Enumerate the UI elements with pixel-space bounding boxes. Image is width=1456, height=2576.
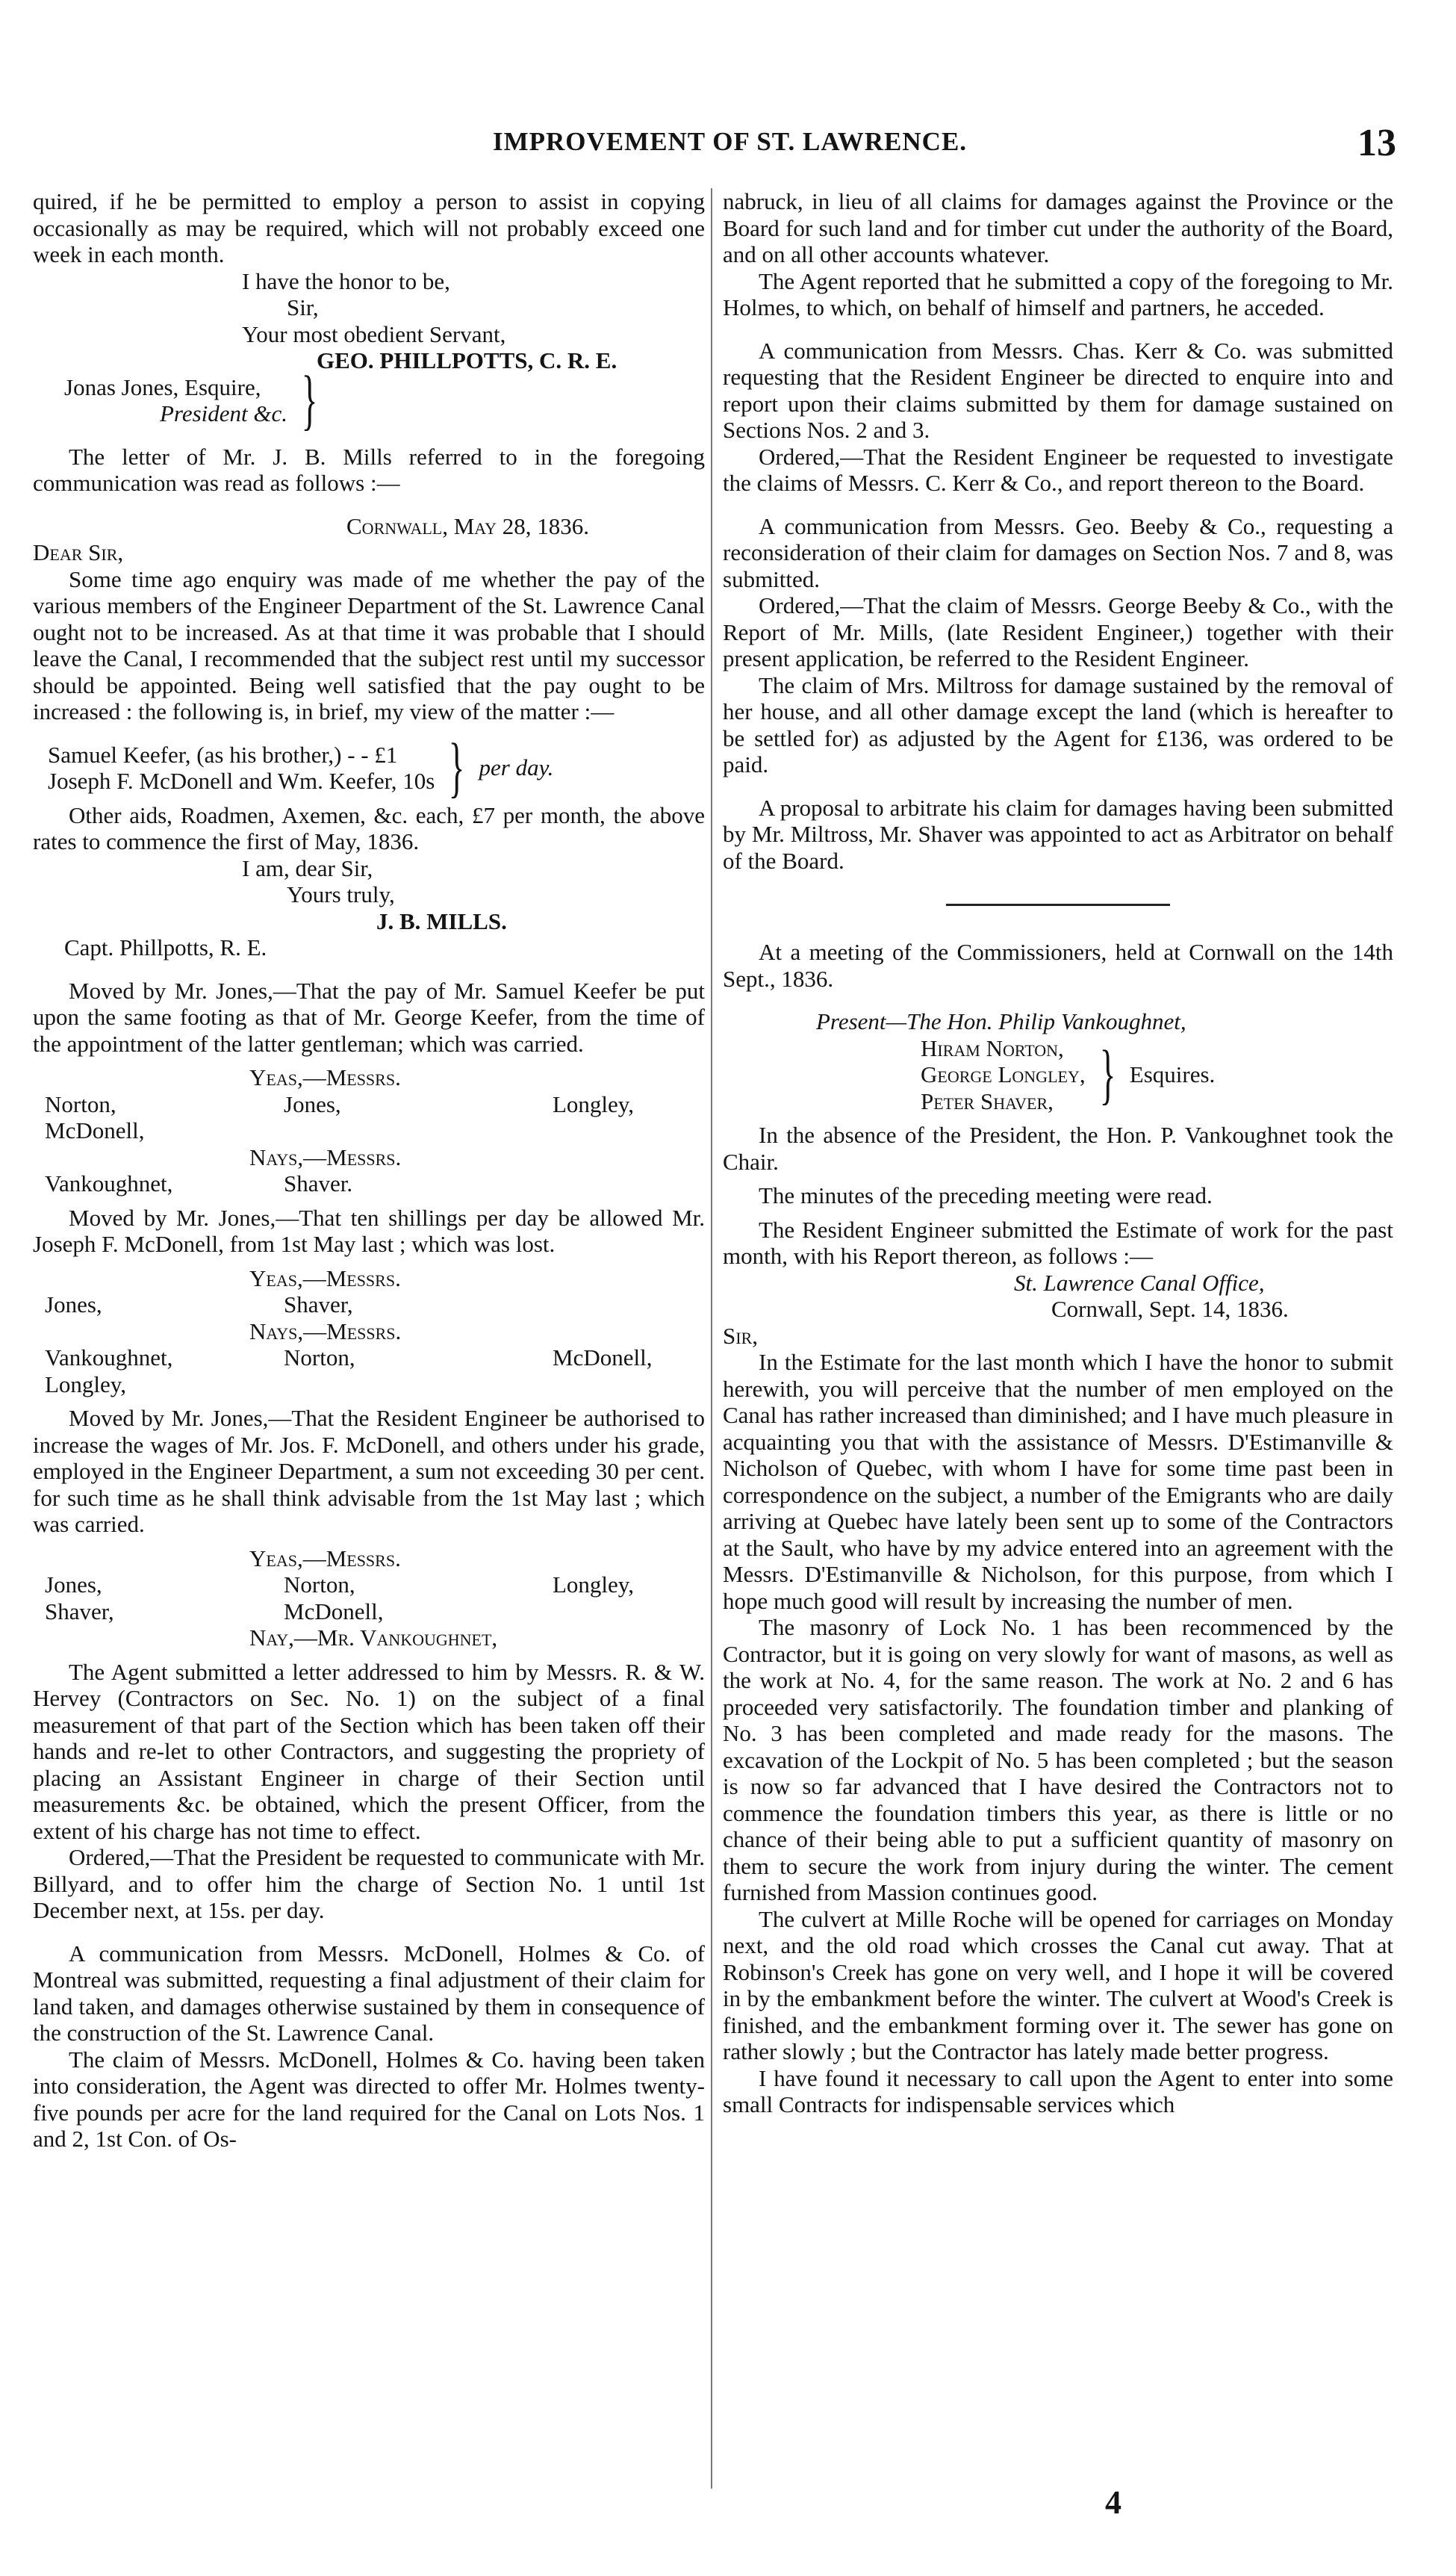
vote-row <box>33 1571 705 1598</box>
pay-rate-line: Joseph F. McDonell and Wm. Keefer, 10s <box>48 768 435 794</box>
paragraph: Some time ago enquiry was made of me whether the pay of the various members of the Engineer Department of the St. Lawrence Canal ought not to be increased. As at that time it was probable that I should leave the Canal, I recommended that the subject rest until my successor should be appointed. Being well satisfied that the pay ought to be increased : the following is, in brief, my view of the matter :— <box>33 565 705 724</box>
vote-name: Vankoughnet, <box>45 1344 173 1371</box>
vote-name: Shaver. <box>284 1170 353 1197</box>
vote-name: Jones, <box>284 1090 341 1117</box>
vote-nays-heading: Nays,—Messrs. <box>249 1318 402 1344</box>
paragraph: I have found it necessary to call upon the Agent to enter into some small Contracts for indispensable services which <box>723 2064 1393 2117</box>
addressee: President &c. <box>160 400 288 426</box>
vote-name: Shaver, <box>284 1291 353 1318</box>
letter-closing: Sir, <box>287 294 319 320</box>
letter-dateline: Cornwall, May 28, 1836. <box>346 512 590 539</box>
paragraph: A communication from Messrs. Geo. Beeby & Co., requesting a reconsideration of their claim for damages on Section Nos. 7 and 8, was submitted. <box>723 512 1393 592</box>
letter-dateline: Cornwall, Sept. 14, 1836. <box>1051 1296 1289 1322</box>
page-number: 13 <box>1357 122 1396 164</box>
vote-name: McDonell, <box>45 1117 145 1143</box>
pay-rate-suffix: per day. <box>479 754 554 781</box>
vote-yeas-heading: Yeas,—Messrs. <box>249 1264 401 1291</box>
vote-name: Longley, <box>45 1371 127 1397</box>
pay-rates-block <box>33 730 705 804</box>
addressee-block <box>33 363 705 437</box>
vote-name: Longley, <box>553 1571 635 1598</box>
vote-yeas-heading: Yeas,—Messrs. <box>249 1064 401 1090</box>
column-divider <box>711 188 712 2489</box>
letter-signature: GEO. PHILLPOTTS, C. R. E. <box>317 347 617 373</box>
paragraph: The Agent submitted a letter addressed to him by Messrs. R. & W. Hervey (Contractors on Sec. No. 1) on the subject of a final measurement of that part of the Section which has been taken off their hands and re-let to other Contractors, and suggesting the propriety of placing an Assistant Engineer in charge of their Section until measurements &c. be obtained, which the present Officer, from the extent of his charge has not time to effect. <box>33 1658 705 1844</box>
paragraph: The minutes of the preceding meeting were read. <box>759 1182 1213 1208</box>
paragraph: A proposal to arbitrate his claim for damages having been submitted by Mr. Miltross, Mr. Shaver was appointed to act as Arbitrator on behalf of the Board. <box>723 794 1393 874</box>
present-block <box>723 1035 1393 1115</box>
paragraph: The claim of Messrs. McDonell, Holmes & Co. having been taken into consideration, the Agent was directed to offer Mr. Holmes twenty-five pounds per acre for the land required for the Canal on Lots Nos. 1 and 2, 1st Con. of Os- <box>33 2046 705 2152</box>
vote-row <box>33 1291 705 1318</box>
paragraph: In the absence of the President, the Hon. P. Vankoughnet took the Chair. <box>723 1122 1393 1175</box>
vote-name: Jones, <box>45 1571 102 1598</box>
present-name: Hiram Norton, <box>921 1034 1064 1061</box>
brace-glyph: } <box>301 363 318 437</box>
vote-name: Longley, <box>553 1090 635 1117</box>
brace-glyph: } <box>449 730 465 804</box>
motion-paragraph: Moved by Mr. Jones,—That the pay of Mr. Samuel Keefer be put upon the same footing as that of Mr. George Keefer, from the time of the appointment of the latter gentleman; which was carried. <box>33 977 705 1057</box>
vote-yeas-heading: Yeas,—Messrs. <box>249 1545 401 1571</box>
present-name: Peter Shaver, <box>921 1087 1054 1114</box>
paragraph: In the Estimate for the last month which I have the honor to submit herewith, you will perceive that the number of men employed on the Canal has rather increased than diminished; and I have much pleasure in acquainting you that with the assistance of Messrs. D'Estimanville & Nicholson of Quebec, with whom I have for some time past been in correspondence on the subject, a number of the Emigrants who are daily arriving at Quebec have lately been sent up to some of the Contractors at the Sault, who have by my advice entered into an agreement with the Messrs. D'Estimanville & Nicholson, for this purpose, from which I hope much good will result by increasing the number of men. <box>723 1349 1393 1614</box>
letter-office: St. Lawrence Canal Office, <box>1014 1269 1265 1296</box>
vote-name: McDonell, <box>553 1344 653 1371</box>
vote-row <box>33 1091 705 1118</box>
vote-nays-heading: Nays,—Messrs. <box>249 1143 402 1170</box>
paragraph: Ordered,—That the Resident Engineer be requested to investigate the claims of Messrs. C. Kerr & Co., and report thereon to the Board. <box>723 443 1393 496</box>
letter-closing: Yours truly, <box>287 881 395 907</box>
paragraph: Ordered,—That the claim of Messrs. George Beeby & Co., with the Report of Mr. Mills, (late Resident Engineer,) together with their present application, be referred to the Resident Engineer. <box>723 592 1393 671</box>
motion-paragraph: Moved by Mr. Jones,—That the Resident Engineer be authorised to increase the wages of Mr. Jos. F. McDonell, and others under his grade, employed in the Engineer Department, a sum not exceeding 30 per cent. for such time as he shall think advisable from the 1st May last ; which was carried. <box>33 1405 705 1537</box>
paragraph: Ordered,—That the President be requested to communicate with Mr. Billyard, and to offer him the charge of Section No. 1 until 1st December next, at 15s. per day. <box>33 1844 705 1923</box>
motion-paragraph: Moved by Mr. Jones,—That ten shillings per day be allowed Mr. Joseph F. McDonell, from 1st May last ; which was lost. <box>33 1204 705 1257</box>
paragraph: A communication from Messrs. McDonell, Holmes & Co. of Montreal was submitted, requesting a final adjustment of their claim for land taken, and damages otherwise sustained by them in consequence of the construction of the St. Lawrence Canal. <box>33 1940 705 2046</box>
addressee: Capt. Phillpotts, R. E. <box>64 934 267 960</box>
paragraph: Other aids, Roadmen, Axemen, &c. each, £7 per month, the above rates to commence the first of May, 1836. <box>33 801 705 854</box>
vote-row <box>33 1371 705 1398</box>
signature-mark: 4 <box>1105 2484 1121 2521</box>
vote-row <box>33 1117 705 1144</box>
present-heading: Present—The Hon. Philip Vankoughnet, <box>816 1008 1186 1034</box>
vote-name: McDonell, <box>284 1598 384 1624</box>
paragraph: The claim of Mrs. Miltross for damage sustained by the removal of her house, and all other damage except the land (which is hereafter to be settled for) as adjusted by the Agent for £136, was ordered to be paid. <box>723 671 1393 778</box>
paragraph: quired, if he be permitted to employ a person to assist in copying occasionally as may be required, which will not probably exceed one week in each month. <box>33 188 705 267</box>
letter-closing: I have the honor to be, <box>242 267 450 294</box>
right-column <box>723 188 1393 2118</box>
present-name: George Longley, <box>921 1061 1086 1087</box>
letter-closing: Your most obedient Servant, <box>242 320 506 347</box>
vote-name: Vankoughnet, <box>45 1170 173 1197</box>
letter-signature: J. B. MILLS. <box>376 907 507 934</box>
paragraph: At a meeting of the Commissioners, held at Cornwall on the 14th Sept., 1836. <box>723 939 1393 992</box>
vote-row <box>33 1170 705 1197</box>
vote-name: Norton, <box>284 1344 355 1371</box>
vote-nay-heading: Nay,—Mr. Vankoughnet, <box>249 1624 498 1651</box>
paragraph: A communication from Messrs. Chas. Kerr & Co. was submitted requesting that the Resident Engineer be directed to enquire into and report upon their claims submitted by them for damage sustained on Sections Nos. 2 and 3. <box>723 337 1393 443</box>
vote-name: Shaver, <box>45 1598 114 1624</box>
vote-row <box>33 1598 705 1625</box>
vote-name: Norton, <box>45 1090 116 1117</box>
paragraph: The Agent reported that he submitted a copy of the foregoing to Mr. Holmes, to which, on behalf of himself and partners, he acceded. <box>723 267 1393 320</box>
present-suffix: Esquires. <box>1129 1061 1216 1087</box>
running-header <box>0 122 1456 172</box>
left-column <box>33 188 705 2153</box>
letter-salutation: Dear Sir, <box>33 539 124 565</box>
brace-glyph: } <box>1099 1037 1116 1111</box>
paragraph: The Resident Engineer submitted the Estimate of work for the past month, with his Report thereon, as follows :— <box>723 1216 1393 1269</box>
vote-name: Jones, <box>45 1291 102 1318</box>
vote-name: Norton, <box>284 1571 355 1598</box>
letter-closing: I am, dear Sir, <box>242 854 373 881</box>
letter-salutation: Sir, <box>723 1322 758 1349</box>
paragraph: nabruck, in lieu of all claims for damages against the Province or the Board for such land and for timber cut under the authority of the Board, and on all other accounts whatever. <box>723 188 1393 267</box>
paragraph: The culvert at Mille Roche will be opened for carriages on Monday next, and the old road which crosses the Canal cut away. That at Robinson's Creek has gone on very well, and I hope it will be covered in by the embankment before the winter. The culvert at Wood's Creek is finished, and the embankment forming over it. The sewer has gone on rather slowly ; but the Contractor has lately made better progress. <box>723 1905 1393 2064</box>
paragraph: The letter of Mr. J. B. Mills referred to in the foregoing communication was read as follows :— <box>33 443 705 496</box>
paragraph: The masonry of Lock No. 1 has been recommenced by the Contractor, but it is going on very slowly for want of masons, as well as the work at No. 4, for the same reason. The work at No. 2 and 6 has proceeded very satisfactorily. The foundation timber and planking of No. 3 has been completed and made ready for the masons. The excavation of the Lockpit of No. 5 has been completed ; but the season is now so far advanced that I have desired the Contractors not to commence the foundation timbers this year, as there is little or no chance of their being able to put a sufficient quantity of masonry on them to secure the work from injury during the winter. The cement furnished from Massion continues good. <box>723 1614 1393 1905</box>
vote-row <box>33 1344 705 1371</box>
page-title: IMPROVEMENT OF ST. LAWRENCE. <box>493 127 968 156</box>
pay-rate-line: Samuel Keefer, (as his brother,) - - £1 <box>48 741 398 768</box>
addressee: Jonas Jones, Esquire, <box>64 373 261 400</box>
